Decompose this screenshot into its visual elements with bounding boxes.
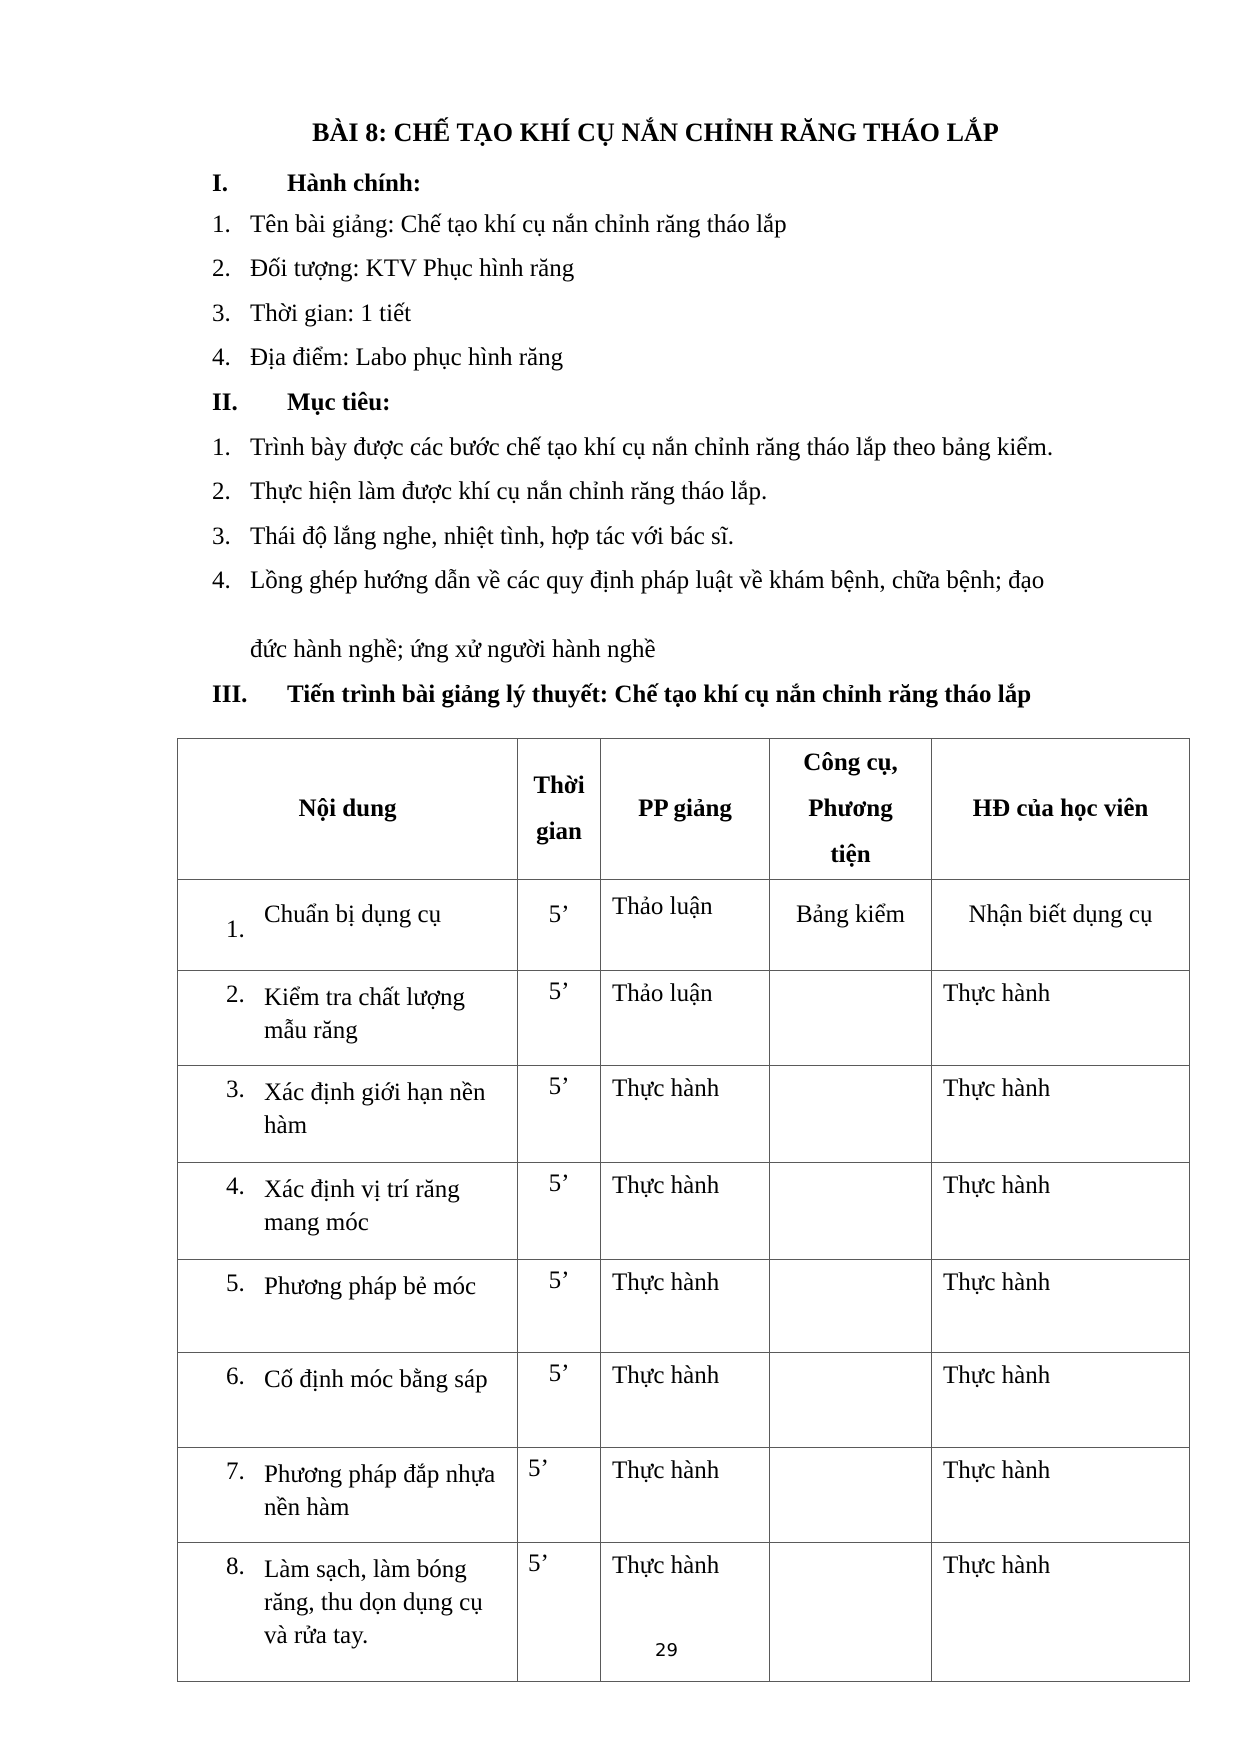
header-content: [178, 739, 518, 880]
table-row: [178, 1353, 1190, 1448]
list-item: [212, 522, 734, 552]
header-time-line1: Thời: [533, 772, 585, 799]
cell-content: [178, 880, 518, 971]
cell-tools: Bảng kiểm: [770, 880, 932, 971]
cell-activity: Thực hành: [932, 1448, 1190, 1543]
cell-time: 5’: [518, 1543, 601, 1682]
header-tools: [770, 739, 932, 880]
cell-activity: Thực hành: [932, 1260, 1190, 1353]
page-title: BÀI 8: CHẾ TẠO KHÍ CỤ NẮN CHỈNH RĂNG THÁO LẮP: [312, 118, 999, 147]
row-content-text: Phương pháp bẻ móc: [264, 1273, 477, 1300]
list-item: [212, 343, 563, 373]
list-item-number: 4.: [212, 567, 231, 594]
row-number: 6.: [226, 1363, 245, 1390]
row-content-text: Xác định giới hạn nền hàm: [264, 1079, 486, 1139]
cell-content: [178, 1163, 518, 1260]
cell-tools: [770, 1448, 932, 1543]
row-content-text: Phương pháp đắp nhựa nền hàm: [264, 1461, 496, 1521]
header-activity: [932, 739, 1190, 880]
list-item-text: Thái độ lắng nghe, nhiệt tình, hợp tác với bác sĩ.: [250, 523, 734, 550]
list-item-text: Đối tượng: KTV Phục hình răng: [250, 255, 575, 282]
row-number: 2.: [226, 981, 245, 1008]
cell-activity: Thực hành: [932, 971, 1190, 1066]
section-numeral: II.: [212, 389, 238, 416]
cell-time: 5’: [518, 1066, 601, 1163]
list-item-number: 2.: [212, 255, 231, 282]
header-tools-line3: tiện: [830, 841, 871, 868]
cell-tools: [770, 1260, 932, 1353]
header-tools-line1: Công cụ,: [803, 749, 898, 776]
table-row: [178, 1448, 1190, 1543]
cell-content: [178, 1260, 518, 1353]
cell-activity: Thực hành: [932, 1066, 1190, 1163]
table-row: [178, 880, 1190, 971]
cell-time: 5’: [518, 1260, 601, 1353]
cell-tools: [770, 1066, 932, 1163]
cell-method: Thực hành: [601, 1260, 770, 1353]
row-content-text: Chuẩn bị dụng cụ: [264, 901, 442, 928]
cell-time: 5’: [518, 971, 601, 1066]
list-item: [212, 210, 787, 240]
cell-tools: [770, 971, 932, 1066]
row-content-text: Xác định vị trí răng mang móc: [264, 1176, 460, 1236]
list-item-number: 3.: [212, 523, 231, 550]
table-row: [178, 1163, 1190, 1260]
header-content-label: Nội dung: [298, 795, 397, 822]
section-heading-administrative: [212, 169, 421, 199]
list-item: [212, 254, 574, 284]
lesson-plan-table: [177, 738, 1190, 1682]
list-item-text: Địa điểm: Labo phục hình răng: [250, 344, 564, 371]
cell-method: Thực hành: [601, 1543, 770, 1682]
section-heading-text: Hành chính:: [287, 170, 422, 197]
list-item-number: 4.: [212, 344, 231, 371]
cell-tools: [770, 1353, 932, 1448]
cell-activity: Nhận biết dụng cụ: [932, 880, 1190, 971]
list-item-number: 3.: [212, 300, 231, 327]
list-item-number: 1.: [212, 211, 231, 238]
page-number: 29: [655, 1640, 678, 1661]
cell-content: [178, 1353, 518, 1448]
cell-method: Thực hành: [601, 1066, 770, 1163]
row-content-text: Làm sạch, làm bóng răng, thu dọn dụng cụ và rửa tay.: [264, 1556, 483, 1649]
cell-content: [178, 971, 518, 1066]
cell-content: [178, 1448, 518, 1543]
list-item-text: Tên bài giảng: Chế tạo khí cụ nắn chỉnh răng tháo lắp: [250, 211, 787, 238]
cell-time: 5’: [518, 1163, 601, 1260]
header-time-line2: gian: [536, 818, 582, 845]
list-item-text: Thời gian: 1 tiết: [250, 300, 412, 327]
section-numeral: III.: [212, 681, 248, 708]
list-item-text: Thực hiện làm được khí cụ nắn chỉnh răng tháo lắp.: [250, 478, 768, 505]
row-number: 8.: [226, 1553, 245, 1580]
table-row: [178, 1260, 1190, 1353]
cell-method: Thảo luận: [601, 880, 770, 971]
cell-method: Thảo luận: [601, 971, 770, 1066]
section-numeral: I.: [212, 170, 228, 197]
list-item-continuation: đức hành nghề; ứng xử người hành nghề: [250, 636, 656, 663]
cell-method: Thực hành: [601, 1353, 770, 1448]
row-number: 3.: [226, 1076, 245, 1103]
list-item-number: 2.: [212, 478, 231, 505]
cell-activity: Thực hành: [932, 1543, 1190, 1682]
section-heading-lecture-progress: [212, 680, 1031, 710]
row-content-text: Kiểm tra chất lượng mẫu răng: [264, 984, 466, 1044]
cell-activity: Thực hành: [932, 1163, 1190, 1260]
row-number: 7.: [226, 1458, 245, 1485]
cell-method: Thực hành: [601, 1448, 770, 1543]
list-item-text: Trình bày được các bước chế tạo khí cụ nắn chỉnh răng tháo lắp theo bảng kiểm.: [250, 434, 1054, 461]
section-heading-objectives: [212, 388, 390, 418]
cell-activity: Thực hành: [932, 1353, 1190, 1448]
row-number: 1.: [226, 916, 245, 943]
row-number: 5.: [226, 1270, 245, 1297]
section-heading-text: Mục tiêu:: [287, 389, 391, 416]
section-heading-text: Tiến trình bài giảng lý thuyết: Chế tạo khí cụ nắn chỉnh răng tháo lắp: [287, 681, 1032, 708]
row-content-text: Cố định móc bằng sáp: [264, 1366, 488, 1393]
header-time: [518, 739, 601, 880]
header-method-label: PP giảng: [638, 795, 732, 822]
list-item-text: Lồng ghép hướng dẫn về các quy định pháp luật về khám bệnh, chữa bệnh; đạo: [250, 567, 1045, 594]
table-row: [178, 971, 1190, 1066]
table-row: [178, 1066, 1190, 1163]
cell-tools: [770, 1163, 932, 1260]
list-item: [212, 566, 1044, 596]
header-tools-line2: Phương: [808, 795, 893, 822]
cell-method: Thực hành: [601, 1163, 770, 1260]
cell-content: [178, 1066, 518, 1163]
list-item-number: 1.: [212, 434, 231, 461]
list-item: [212, 477, 767, 507]
list-item: [212, 299, 411, 329]
cell-time: 5’: [518, 1448, 601, 1543]
header-method: [601, 739, 770, 880]
cell-time: 5’: [518, 880, 601, 971]
row-number: 4.: [226, 1173, 245, 1200]
table-header-row: [178, 739, 1190, 880]
header-activity-label: HĐ của học viên: [972, 795, 1149, 822]
list-item: [212, 433, 1053, 463]
cell-time: 5’: [518, 1353, 601, 1448]
